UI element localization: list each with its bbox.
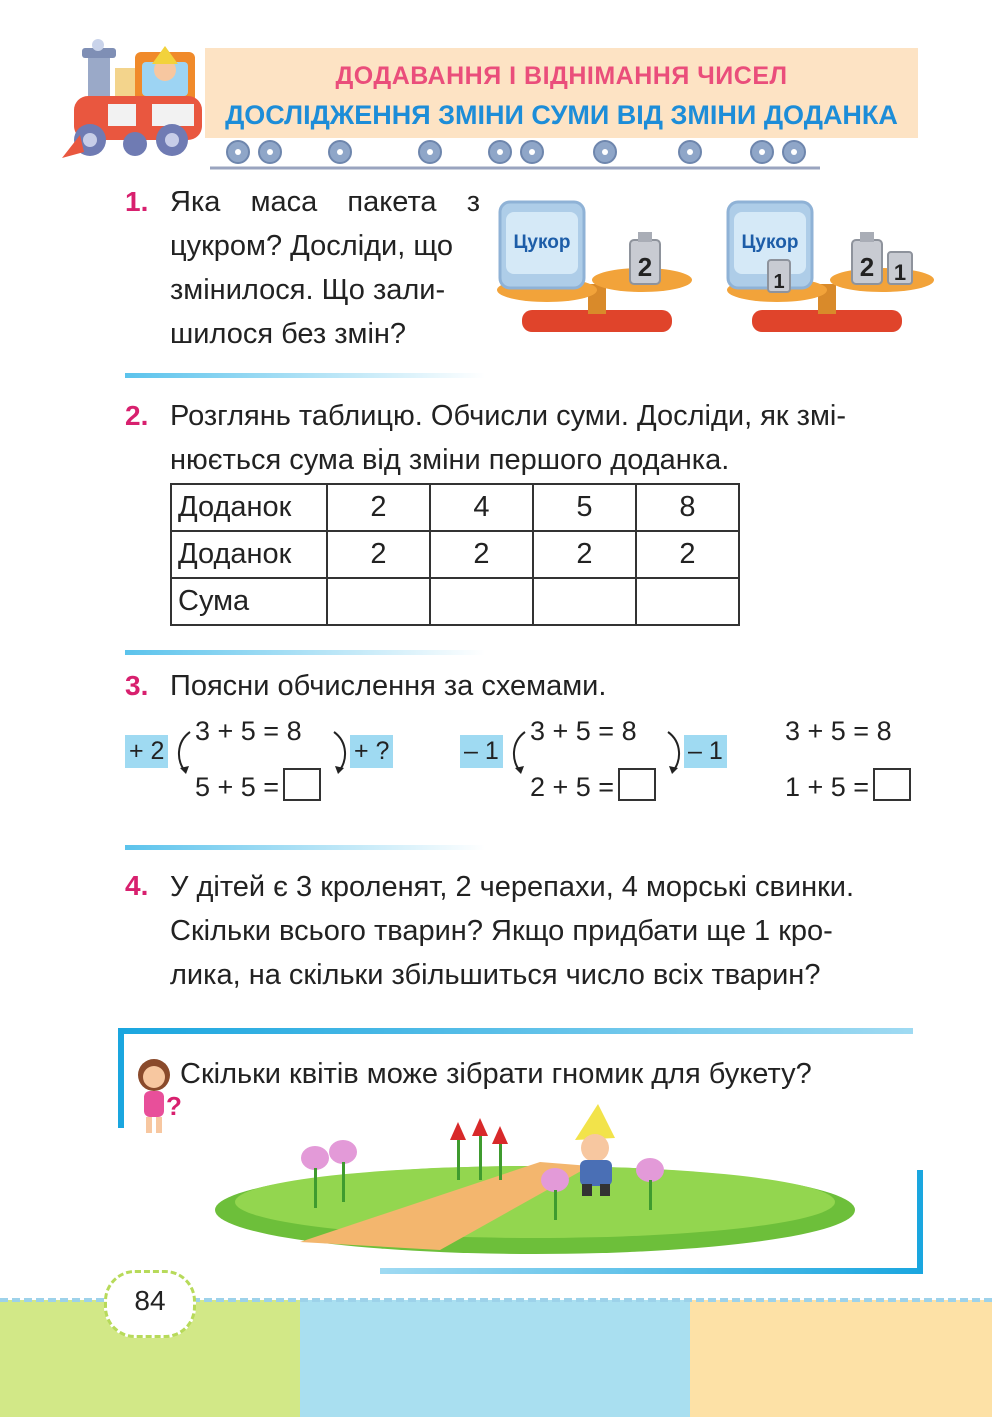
table-row bbox=[171, 531, 739, 578]
section-divider bbox=[125, 373, 485, 378]
row-label: Сума bbox=[171, 578, 327, 625]
page-title: ДОДАВАННЯ І ВІДНІМАННЯ ЧИСЕЛ bbox=[335, 62, 788, 90]
task-1-text bbox=[170, 180, 480, 356]
sum-answer-cell[interactable] bbox=[327, 578, 430, 625]
bonus-frame-right bbox=[917, 1170, 923, 1273]
scheme-bottom-text: 2 + 5 = bbox=[530, 772, 615, 802]
table-row bbox=[171, 484, 739, 531]
girl-question-icon bbox=[130, 1055, 180, 1140]
train-illustration bbox=[60, 40, 220, 170]
weight-label: 2 bbox=[637, 252, 653, 282]
scheme-top-equation: 3 + 5 = 8 bbox=[530, 716, 637, 746]
task-3-number: 3. bbox=[125, 670, 149, 701]
table-cell: 2 bbox=[430, 531, 533, 578]
scheme-bottom-equation bbox=[195, 768, 321, 803]
section-divider bbox=[125, 650, 485, 655]
task-4-number: 4. bbox=[125, 870, 149, 901]
task-4-line: Скільки всього тварин? Якщо придбати ще 1 кро- bbox=[170, 915, 833, 947]
bonus-frame-bottom bbox=[380, 1268, 923, 1274]
task-4-line: лика, на скільки збільшиться число всіх тварин? bbox=[170, 959, 821, 991]
scheme-bottom-equation bbox=[785, 768, 911, 803]
scheme-top-equation: 3 + 5 = 8 bbox=[195, 716, 302, 746]
scheme-bottom-text: 5 + 5 = bbox=[195, 772, 280, 802]
curved-arrow-right-icon bbox=[662, 728, 686, 778]
section-divider bbox=[125, 845, 485, 850]
bonus-frame-top bbox=[118, 1028, 913, 1034]
scheme-right-tag: + ? bbox=[350, 735, 393, 768]
sum-answer-cell[interactable] bbox=[636, 578, 739, 625]
footer-band-orange bbox=[690, 1300, 992, 1417]
task-4-text bbox=[170, 865, 930, 997]
footer-band-blue bbox=[300, 1300, 690, 1417]
scheme-left-tag: – 1 bbox=[460, 735, 503, 768]
curved-arrow-left-icon bbox=[172, 728, 196, 778]
row-label: Доданок bbox=[171, 531, 327, 578]
weight-label: 1 bbox=[893, 260, 907, 285]
task-1-line: цукром? Досліди, що bbox=[170, 230, 454, 262]
answer-box[interactable] bbox=[873, 768, 911, 801]
task-2-number: 2. bbox=[125, 400, 149, 431]
rail-wheels bbox=[210, 138, 830, 178]
addends-table bbox=[170, 483, 740, 626]
answer-box[interactable] bbox=[283, 768, 321, 801]
table-cell: 2 bbox=[636, 531, 739, 578]
answer-box[interactable] bbox=[618, 768, 656, 801]
task-2-line: Розглянь таблицю. Обчисли суми. Досліди, як змі- bbox=[170, 400, 846, 432]
page-subtitle: ДОСЛІДЖЕННЯ ЗМІНИ СУМИ ВІД ЗМІНИ ДОДАНКА bbox=[225, 100, 898, 130]
svg-text:?: ? bbox=[166, 1091, 182, 1121]
curved-arrow-right-icon bbox=[328, 728, 352, 778]
scheme-bottom-equation bbox=[530, 768, 656, 803]
sugar-bag-label: Цукор bbox=[513, 232, 571, 253]
scheme-top-equation: 3 + 5 = 8 bbox=[785, 716, 892, 746]
table-cell: 5 bbox=[533, 484, 636, 531]
table-row bbox=[171, 578, 739, 625]
page-number: 84 bbox=[134, 1285, 166, 1316]
meadow-illustration bbox=[210, 1110, 860, 1260]
task-1-line: Яка маса пакета з bbox=[170, 186, 480, 218]
row-label: Доданок bbox=[171, 484, 327, 531]
task-1-line: змінилося. Що зали- bbox=[170, 274, 446, 306]
table-cell: 2 bbox=[327, 531, 430, 578]
task-1-number: 1. bbox=[125, 186, 149, 217]
scale-1-illustration bbox=[492, 192, 712, 352]
table-cell: 4 bbox=[430, 484, 533, 531]
scheme-left-tag: + 2 bbox=[125, 735, 168, 768]
gnome-figure bbox=[575, 1104, 615, 1196]
table-cell: 8 bbox=[636, 484, 739, 531]
table-cell: 2 bbox=[327, 484, 430, 531]
table-cell: 2 bbox=[533, 531, 636, 578]
scheme-bottom-text: 1 + 5 = bbox=[785, 772, 870, 802]
task-2-line: нюється сума від зміни першого доданка. bbox=[170, 444, 730, 476]
task-1-line: шилося без змін? bbox=[170, 318, 407, 350]
sugar-bag-label: Цукор bbox=[741, 232, 799, 253]
bonus-question: Скільки квітів може зібрати гномик для букету? bbox=[180, 1058, 812, 1090]
task-4-line: У дітей є 3 кроленят, 2 черепахи, 4 морські свинки. bbox=[170, 871, 855, 903]
tulip-flowers bbox=[450, 1118, 508, 1180]
task-2-text bbox=[170, 394, 920, 482]
scale-2-illustration bbox=[722, 192, 942, 352]
weight-label: 1 bbox=[773, 271, 785, 293]
task-3-text: Поясни обчислення за схемами. bbox=[170, 670, 607, 702]
curved-arrow-left-icon bbox=[507, 728, 531, 778]
sum-answer-cell[interactable] bbox=[533, 578, 636, 625]
weight-label: 2 bbox=[859, 252, 875, 282]
bonus-frame-left bbox=[118, 1028, 124, 1128]
scheme-right-tag: – 1 bbox=[684, 735, 727, 768]
sum-answer-cell[interactable] bbox=[430, 578, 533, 625]
